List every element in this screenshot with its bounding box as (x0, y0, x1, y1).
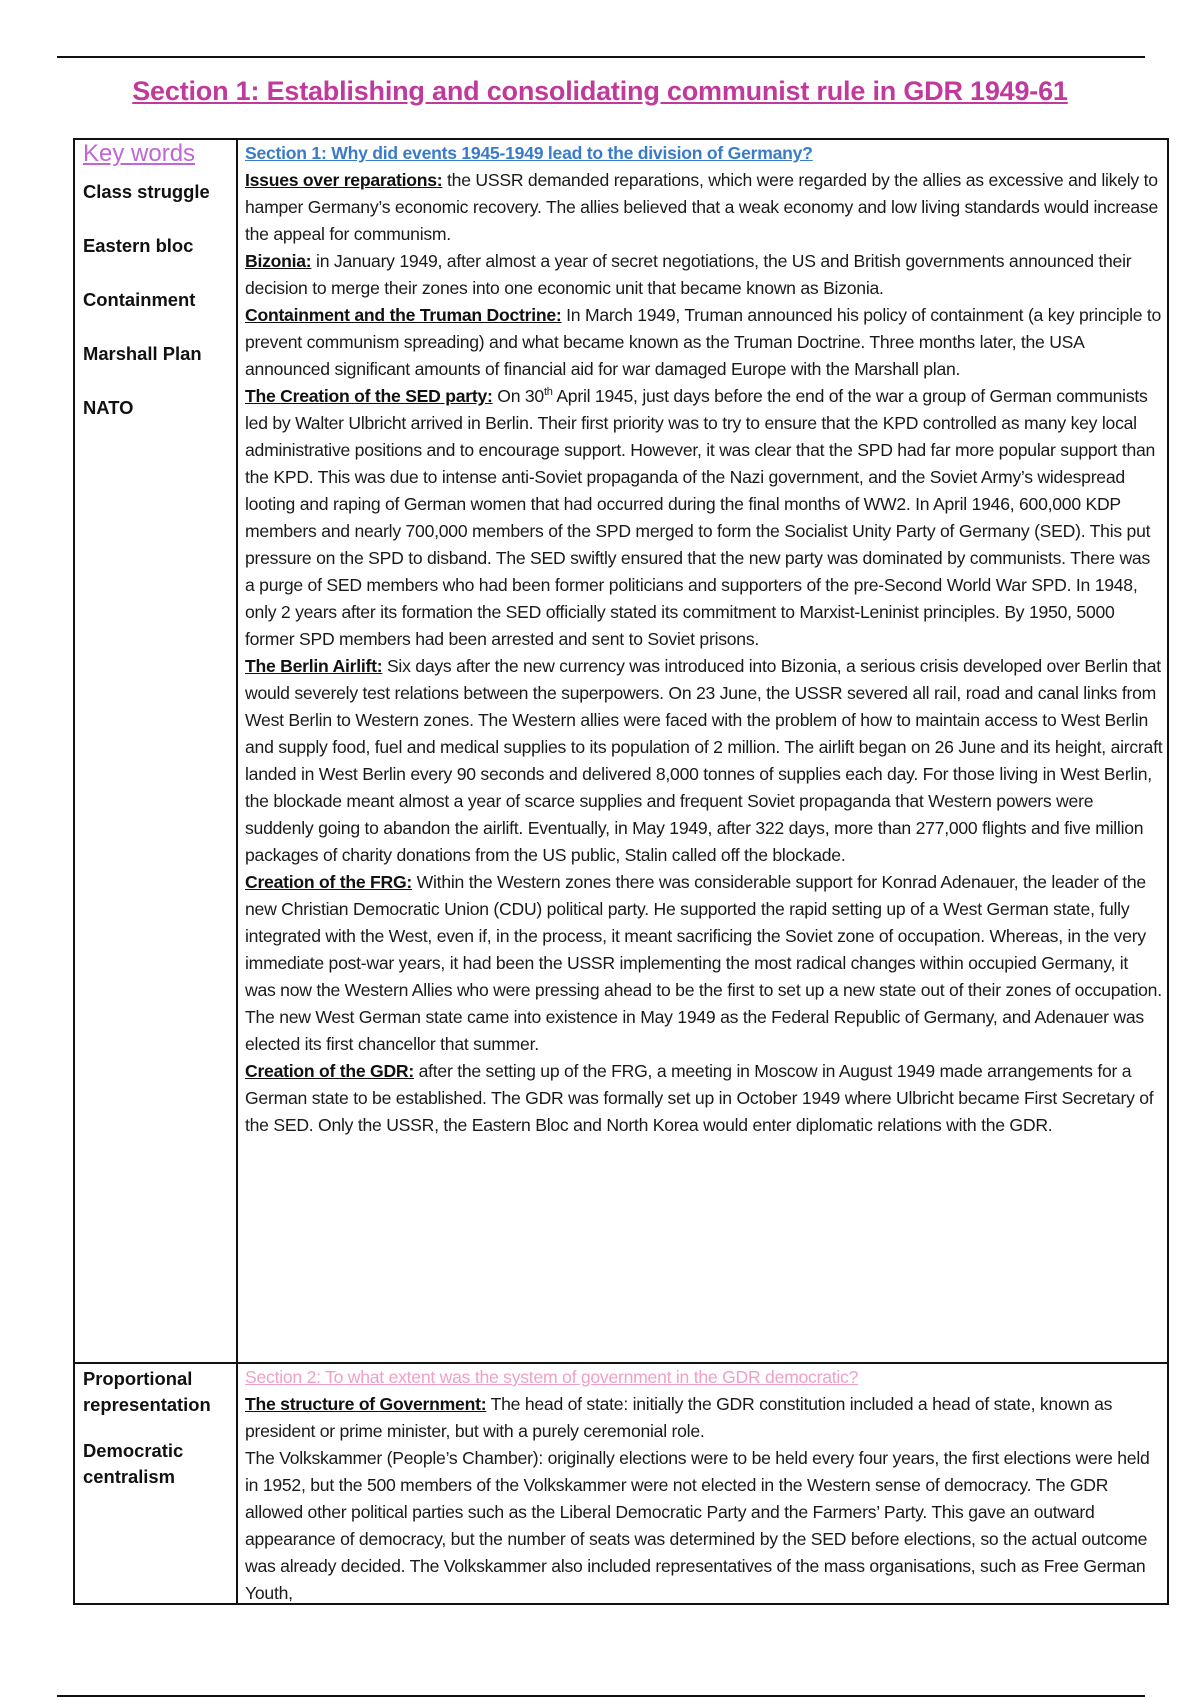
paragraph-heading: Bizonia: (245, 251, 312, 271)
paragraph-volkskammer (245, 1445, 1163, 1607)
paragraph-airlift (245, 653, 1163, 869)
keyword: Containment (83, 289, 196, 310)
paragraph-reparations (245, 167, 1163, 248)
paragraph-heading: Creation of the GDR: (245, 1061, 414, 1081)
paragraph-text-pre: On 30 (492, 386, 544, 406)
paragraph-text: April 1945, just days before the end of the war a group of German communists led by Walter Ulbricht arrived in Berlin. Their first priority was to try to ensure that the KPD controlled as many key local administrative positions and to encourage support. However, it was clear that the SPD had far more popular support than the KPD. This was due to intense anti-Soviet propaganda of the Nazi government, and the Soviet Army’s widespread looting and raping of German women that had occurred during the final months of WW2. In April 1946, 600,000 KDP members and nearly 700,000 members of the SPD merged to form the Socialist Unity Party of Germany (SED). This put pressure on the SPD to disband. The SED swiftly ensured that the new party was dominated by communists. There was a purge of SED members who had been former politicians and supporters of the pre-Second World War SPD. In 1948, only 2 years after its formation the SED officially stated its commitment to Marxist-Leninist principles. By 1950, 5000 former SPD members had been arrested and sent to Soviet prisons. (245, 386, 1156, 649)
paragraph-text: The Volkskammer (People’s Chamber): originally elections were to be held every four years, the first elections were held in 1952, but the 500 members of the Volkskammer were not elected in the Western sense of democracy. The GDR allowed other political parties such as the Liberal Democratic Party and the Farmers’ Party. This gave an outward appearance of democracy, but the number of seats was determined by the SED before elections, so the actual outcome was already decided. The Volkskammer also included representatives of the mass organisations, such as Free German Youth, (245, 1448, 1150, 1603)
paragraph-structure (245, 1391, 1163, 1445)
paragraph-text: after the setting up of the FRG, a meeting in Moscow in August 1949 made arrangements for a German state to be established. The GDR was formally set up in October 1949 where Ulbricht became First Secretary of the SED. Only the USSR, the Eastern Bloc and North Korea would enter diplomatic relations with the GDR. (245, 1061, 1154, 1135)
keyword: Marshall Plan (83, 343, 202, 364)
paragraph-bizonia (245, 248, 1163, 302)
keyword: Eastern bloc (83, 235, 194, 256)
bottom-rule (57, 1695, 1145, 1697)
keyword: Class struggle (83, 181, 210, 202)
section1-content (245, 140, 1163, 1139)
keywords-column-s2 (83, 1366, 231, 1510)
paragraph-containment (245, 302, 1163, 383)
keyword: Democratic centralism (83, 1440, 184, 1487)
paragraph-text: Six days after the new currency was introduced into Bizonia, a serious crisis developed over Berlin that would severely test relations between the superpowers. On 23 June, the USSR severed all rail, road and canal links from West Berlin to Western zones. The Western allies were faced with the problem of how to maintain access to West Berlin and supply food, fuel and medical supplies to its population of 2 million. The airlift began on 26 June and its height, aircraft landed in West Berlin every 90 seconds and delivered 8,000 tonnes of supplies each day. For those living in West Berlin, the blockade meant almost a year of scarce supplies and frequent Soviet propaganda that Western powers were suddenly going to abandon the airlift. Eventually, in May 1949, after 322 days, more than 277,000 flights and five million packages of charity donations from the US public, Stalin called off the blockade. (245, 656, 1163, 865)
paragraph-heading: Issues over reparations: (245, 170, 443, 190)
keywords-heading: Key words (83, 140, 196, 167)
paragraph-text: The head of state: initially the GDR constitution included a head of state, known as president or prime minister, but with a purely ceremonial role. (245, 1394, 1113, 1441)
paragraph-text: the USSR demanded reparations, which were regarded by the allies as excessive and likely to hamper Germany’s economic recovery. The allies believed that a weak economy and low living standards would increase the appeal for communism. (245, 170, 1158, 244)
keyword: NATO (83, 397, 134, 418)
paragraph-gdr (245, 1058, 1163, 1139)
section1-question: Section 1: Why did events 1945-1949 lead to the division of Germany? (245, 143, 813, 163)
section2-content (245, 1364, 1163, 1607)
keywords-column-s1 (83, 140, 231, 450)
paragraph-heading: The Berlin Airlift: (245, 656, 383, 676)
paragraph-text: in January 1949, after almost a year of secret negotiations, the US and British governments announced their decision to merge their zones into one economic unit that became known as Bizonia. (245, 251, 1132, 298)
ordinal-suffix: th (543, 386, 553, 399)
content-table (73, 138, 1169, 1605)
page-title: Section 1: Establishing and consolidating communist rule in GDR 1949-61 (132, 76, 1068, 106)
section2-question: Section 2: To what extent was the system of government in the GDR democratic? (245, 1367, 859, 1387)
paragraph-frg (245, 869, 1163, 1058)
column-divider (236, 140, 238, 1603)
paragraph-sed (245, 383, 1163, 653)
paragraph-heading: The structure of Government: (245, 1394, 487, 1414)
paragraph-heading: The Creation of the SED party: (245, 386, 493, 406)
paragraph-text: In March 1949, Truman announced his policy of containment (a key principle to prevent communism spreading) and what became known as the Truman Doctrine. Three months later, the USA announced significant amounts of financial aid for war damaged Europe with the Marshall plan. (245, 305, 1162, 379)
top-rule (57, 56, 1145, 58)
keyword: Proportional representation (83, 1368, 211, 1415)
paragraph-heading: Containment and the Truman Doctrine: (245, 305, 562, 325)
paragraph-heading: Creation of the FRG: (245, 872, 413, 892)
paragraph-text: Within the Western zones there was considerable support for Konrad Adenauer, the leader of the new Christian Democratic Union (CDU) political party. He supported the rapid setting up of a West German state, fully integrated with the West, even if, in the process, it meant sacrificing the Soviet zone of occupation. Whereas, in the very immediate post-war years, it had been the USSR implementing the most radical changes within occupied Germany, it was now the Western Allies who were pressing ahead to be the first to set up a new state out of their zones of occupation. The new West German state came into existence in May 1949 as the Federal Republic of Germany, and Adenauer was elected its first chancellor that summer. (245, 872, 1162, 1054)
